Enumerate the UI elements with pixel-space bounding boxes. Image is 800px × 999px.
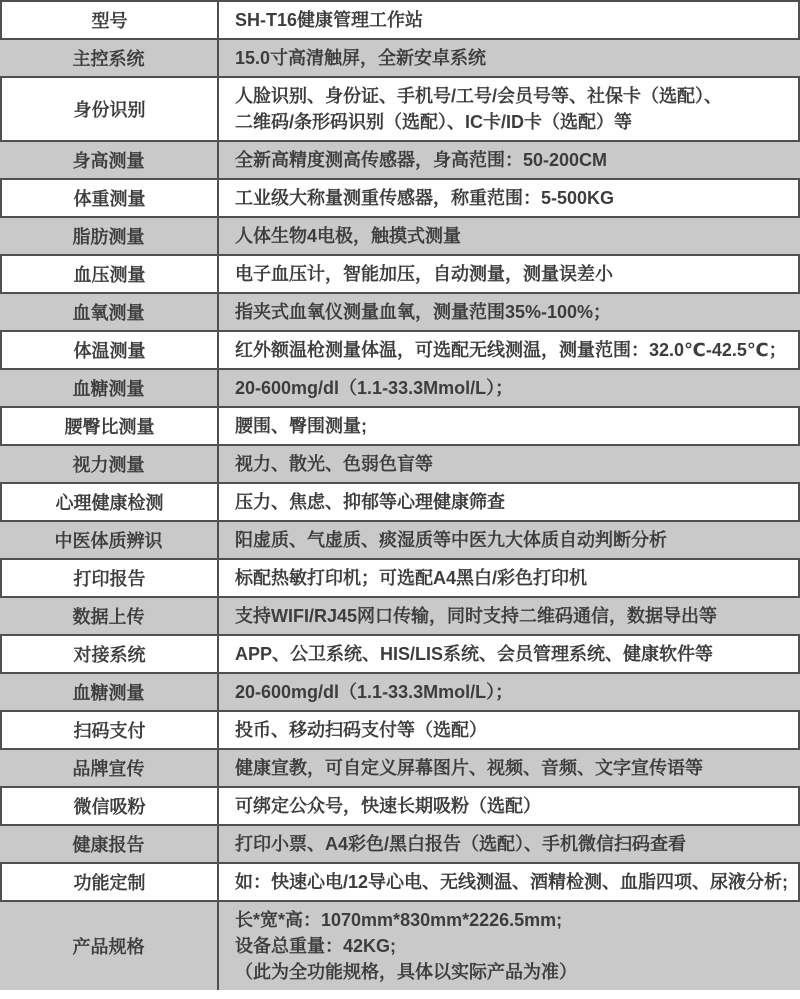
row-value-line: 15.0寸高清触屏，全新安卓系统 — [235, 48, 487, 68]
row-value — [219, 864, 798, 900]
row-value — [219, 712, 798, 748]
row-label: 血氧测量 — [0, 294, 219, 330]
table-row — [0, 596, 800, 634]
row-value-line: 标配热敏打印机；可选配A4黑白/彩色打印机 — [235, 568, 588, 588]
row-value-line: 人体生物4电极，触摸式测量 — [235, 226, 462, 246]
row-value-line: 打印小票、A4彩色/黑白报告（选配）、手机微信扫码查看 — [235, 834, 687, 854]
row-label: 微信吸粉 — [2, 788, 219, 824]
row-label: 功能定制 — [2, 864, 219, 900]
row-value-line: 阳虚质、气虚质、痰湿质等中医九大体质自动判断分析 — [235, 530, 667, 550]
table-row — [0, 0, 800, 38]
row-label: 中医体质辨识 — [0, 522, 219, 558]
row-value — [219, 370, 800, 406]
table-row — [0, 140, 800, 178]
table-row — [0, 710, 800, 748]
table-row — [0, 634, 800, 672]
row-value-line: 电子血压计，智能加压，自动测量，测量误差小 — [235, 264, 613, 284]
row-value — [219, 78, 798, 140]
table-row — [0, 444, 800, 482]
row-label: 血糖测量 — [0, 674, 219, 710]
row-value-line: 投币、移动扫码支付等（选配） — [235, 720, 487, 740]
row-value — [219, 218, 800, 254]
row-value-line: 二维码/条形码识别（选配）、IC卡/ID卡（选配）等 — [235, 112, 632, 132]
table-row — [0, 786, 800, 824]
row-label: 扫码支付 — [2, 712, 219, 748]
row-label: 品牌宣传 — [0, 750, 219, 786]
row-label: 血压测量 — [2, 256, 219, 292]
row-value — [219, 2, 798, 38]
row-value-line: 长*宽*高：1070mm*830mm*2226.5mm; — [235, 910, 563, 930]
row-label: 视力测量 — [0, 446, 219, 482]
table-row — [0, 38, 800, 76]
row-value — [219, 256, 798, 292]
row-value — [219, 788, 798, 824]
row-value-line: 20-600mg/dl（1.1-33.3Mmol/L）； — [235, 378, 514, 398]
row-value — [219, 750, 800, 786]
row-value-line: 如：快速心电/12导心电、无线测温、酒精检测、血脂四项、尿液分析; — [235, 872, 789, 892]
row-label: 健康报告 — [0, 826, 219, 862]
row-value-line: 人脸识别、身份证、手机号/工号/会员号等、社保卡（选配）、 — [235, 86, 722, 106]
row-label: 心理健康检测 — [2, 484, 219, 520]
row-value-line: 工业级大称量测重传感器，称重范围：5-500KG — [235, 188, 615, 208]
table-row — [0, 330, 800, 368]
row-label: 主控系统 — [0, 40, 219, 76]
row-value-line: （此为全功能规格，具体以实际产品为准） — [235, 962, 577, 982]
row-label: 对接系统 — [2, 636, 219, 672]
row-value — [219, 408, 798, 444]
row-label: 身份识别 — [2, 78, 219, 140]
row-label: 产品规格 — [0, 902, 219, 990]
table-row — [0, 292, 800, 330]
row-value — [219, 446, 800, 482]
table-row — [0, 216, 800, 254]
row-label: 体温测量 — [2, 332, 219, 368]
row-value — [219, 484, 798, 520]
table-row — [0, 520, 800, 558]
row-value — [219, 332, 798, 368]
row-value-line: APP、公卫系统、HIS/LIS系统、会员管理系统、健康软件等 — [235, 644, 714, 664]
row-value — [219, 598, 800, 634]
table-row — [0, 748, 800, 786]
row-label: 脂肪测量 — [0, 218, 219, 254]
row-label: 型号 — [2, 2, 219, 38]
row-value-line: 可绑定公众号，快速长期吸粉（选配） — [235, 796, 541, 816]
table-row — [0, 672, 800, 710]
table-row — [0, 900, 800, 990]
table-row — [0, 558, 800, 596]
table-row — [0, 178, 800, 216]
row-value-line: 健康宣教，可自定义屏幕图片、视频、音频、文字宣传语等 — [235, 758, 703, 778]
row-value-line: 视力、散光、色弱色盲等 — [235, 454, 433, 474]
row-value-line: SH-T16健康管理工作站 — [235, 10, 424, 30]
table-row — [0, 76, 800, 140]
table-row — [0, 368, 800, 406]
table-row — [0, 824, 800, 862]
row-value-line: 设备总重量：42KG; — [235, 936, 397, 956]
table-row — [0, 862, 800, 900]
table-row — [0, 254, 800, 292]
row-value-line: 红外额温枪测量体温，可选配无线测温，测量范围：32.0℃-42.5℃； — [235, 340, 787, 360]
row-value — [219, 902, 800, 990]
row-value-line: 压力、焦虑、抑郁等心理健康筛查 — [235, 492, 505, 512]
row-value — [219, 40, 800, 76]
row-value-line: 全新高精度测高传感器，身高范围：50-200CM — [235, 150, 608, 170]
row-value — [219, 180, 798, 216]
row-value-line: 腰围、臀围测量; — [235, 416, 367, 436]
row-label: 血糖测量 — [0, 370, 219, 406]
row-label: 打印报告 — [2, 560, 219, 596]
row-value-line: 支持WIFI/RJ45网口传输，同时支持二维码通信，数据导出等 — [235, 606, 718, 626]
row-label: 腰臀比测量 — [2, 408, 219, 444]
row-label: 数据上传 — [0, 598, 219, 634]
row-value — [219, 674, 800, 710]
row-label: 身高测量 — [0, 142, 219, 178]
row-value-line: 20-600mg/dl（1.1-33.3Mmol/L）； — [235, 682, 514, 702]
row-value — [219, 636, 798, 672]
row-label: 体重测量 — [2, 180, 219, 216]
row-value — [219, 142, 800, 178]
row-value — [219, 294, 800, 330]
table-row — [0, 406, 800, 444]
table-row — [0, 482, 800, 520]
row-value — [219, 522, 800, 558]
row-value-line: 指夹式血氧仪测量血氧，测量范围35%-100%； — [235, 302, 612, 322]
row-value — [219, 560, 798, 596]
row-value — [219, 826, 800, 862]
